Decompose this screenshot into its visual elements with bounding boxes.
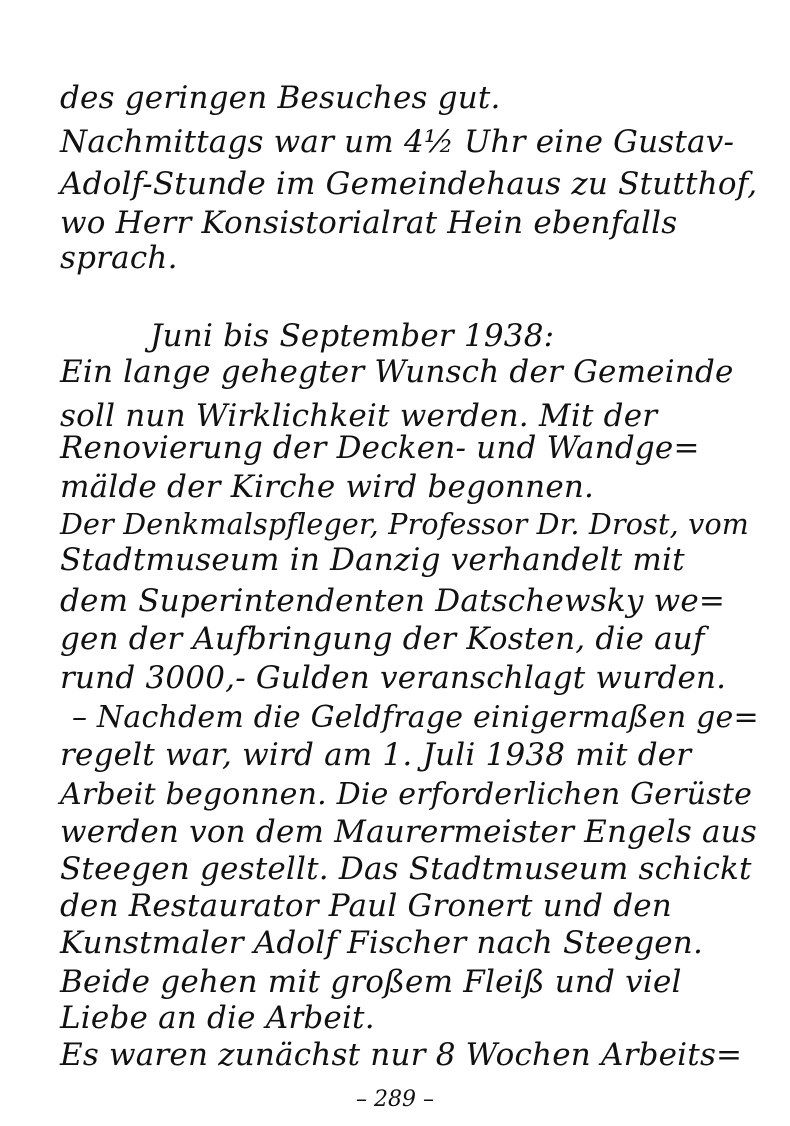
text-line-20: Steegen gestellt. Das Stadtmuseum schickt <box>60 851 752 887</box>
text-line-1: des geringen Besuches gut. <box>60 80 501 116</box>
text-line-18: Arbeit begonnen. Die erforderlichen Gerüste <box>60 777 753 812</box>
text-line-22: Kunstmaler Adolf Fischer nach Steegen. <box>60 925 704 961</box>
text-line-19: werden von dem Maurermeister Engels aus <box>60 814 757 850</box>
text-line-3: Adolf-Stunde im Gemeindehaus zu Stutthof, <box>60 166 758 202</box>
text-line-16: – Nachdem die Geldfrage einigermaßen ge= <box>72 700 759 735</box>
text-line-10: mälde der Kirche wird begonnen. <box>60 469 595 505</box>
text-line-14: gen der Aufbringung der Kosten, die auf <box>60 621 705 657</box>
text-line-9: Renovierung der Decken- und Wandge= <box>60 430 700 466</box>
text-line-25: Es waren zunächst nur 8 Wochen Arbeits= <box>60 1037 743 1073</box>
text-line-21: den Restaurator Paul Gronert und den <box>60 888 672 924</box>
text-line-13: dem Superintendenten Datschewsky we= <box>60 583 726 619</box>
text-line-17: regelt war, wird am 1. Juli 1938 mit der <box>60 737 692 773</box>
text-line-7: Ein lange gehegter Wunsch der Gemeinde <box>60 354 734 390</box>
text-line-12: Stadtmuseum in Danzig verhandelt mit <box>60 542 685 578</box>
text-line-15: rund 3000,- Gulden veranschlagt wurden. <box>60 660 727 696</box>
text-line-24: Liebe an die Arbeit. <box>60 1000 375 1036</box>
text-line-2: Nachmittags war um 4½ Uhr eine Gustav- <box>60 124 735 160</box>
text-line-5: sprach. <box>60 240 178 276</box>
text-line-11: Der Denkmalspfleger, Professor Dr. Drost, vom <box>60 508 750 541</box>
text-line-4: wo Herr Konsistorialrat Hein ebenfalls <box>60 205 678 241</box>
section-heading: Juni bis September 1938: <box>150 318 555 354</box>
page-number: – 289 – <box>356 1087 434 1112</box>
text-line-23: Beide gehen mit großem Fleiß und viel <box>60 964 682 1000</box>
text-line-8: soll nun Wirklichkeit werden. Mit der <box>60 398 658 434</box>
